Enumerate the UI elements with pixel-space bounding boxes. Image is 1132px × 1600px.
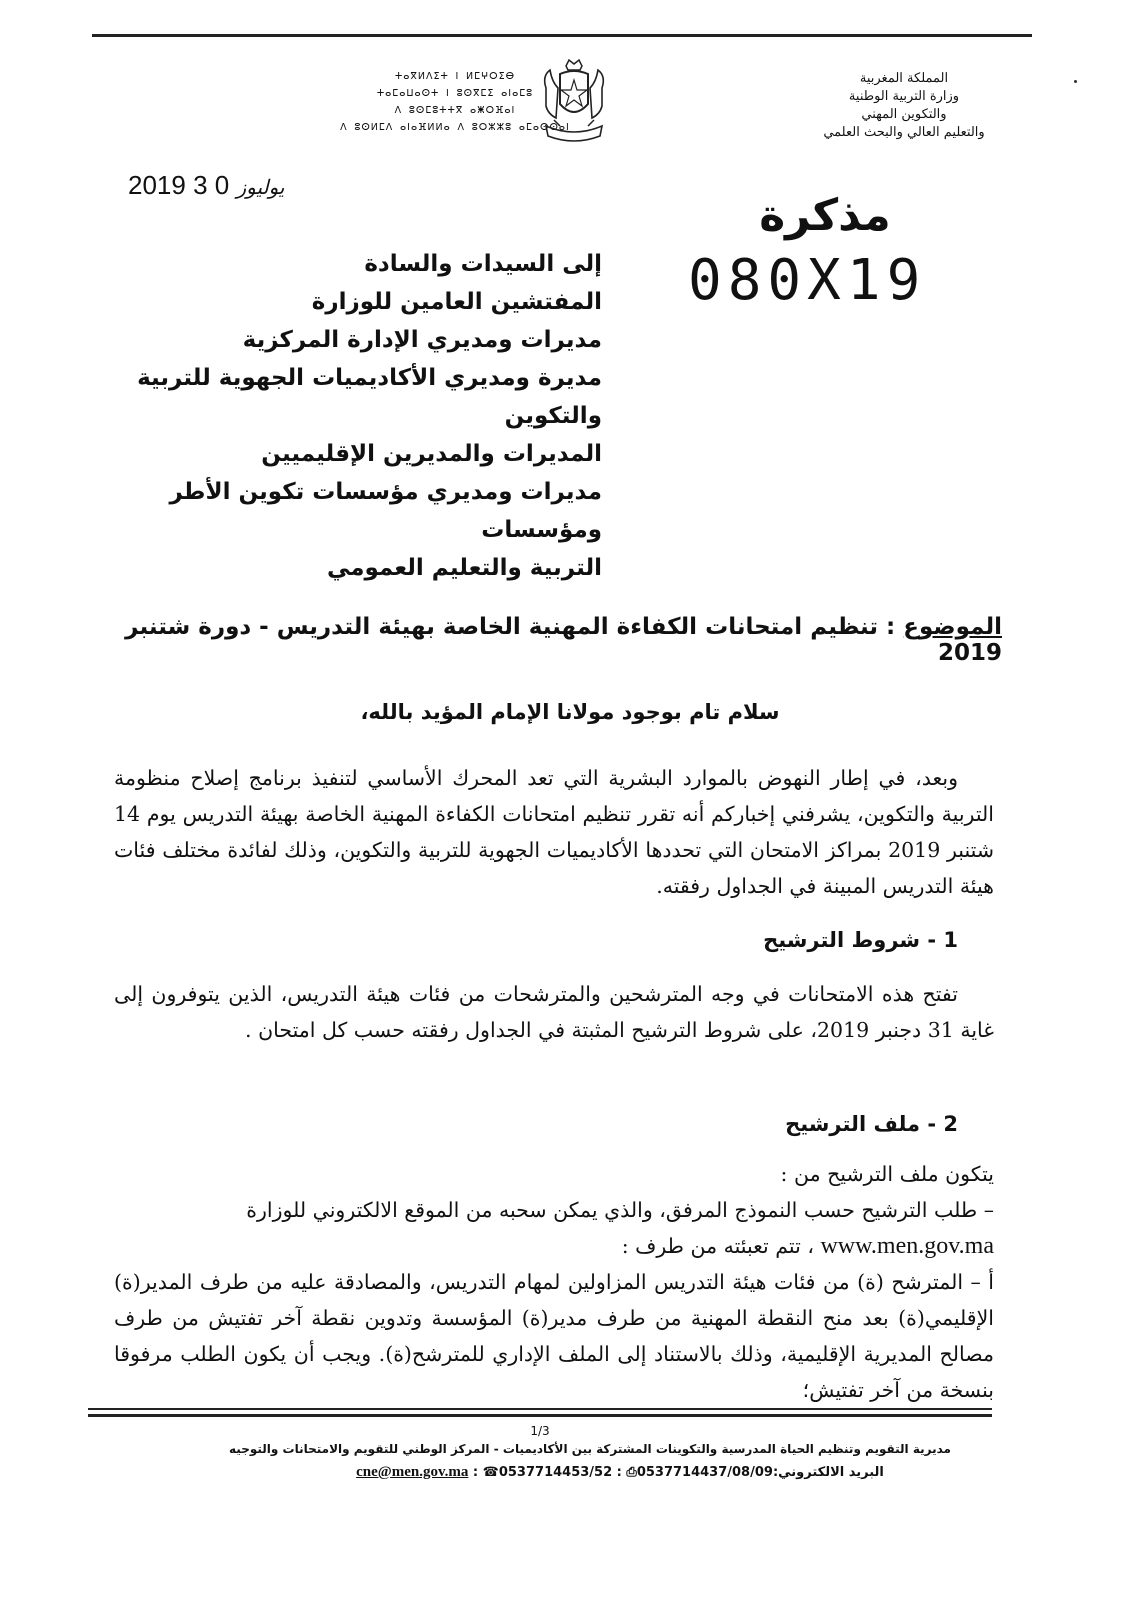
recipient-line: مديرة ومديري الأكاديميات الجهوية للتربية والتكوين: [137, 365, 602, 429]
memo-subject: [122, 614, 1002, 666]
scan-speck: [1074, 80, 1077, 83]
section-1-heading: 1 - شروط الترشيح: [763, 928, 958, 952]
telephone-icon: ☎: [482, 1465, 499, 1480]
email-link[interactable]: cne@men.gov.ma: [356, 1464, 469, 1480]
header-line: وزارة التربية الوطنية: [848, 89, 960, 104]
ministry-header-arabic: [774, 70, 1034, 142]
date-year: 2019: [128, 170, 186, 200]
email-label: البريد الالكتروني:: [772, 1465, 884, 1480]
header-line: المملكة المغربية: [859, 71, 949, 86]
header-line: ⵜⴰⴳⵍⴷⵉⵜ ⵏ ⵍⵎⵖⵔⵉⴱ: [394, 71, 516, 82]
section-1-paragraph: تفتح هذه الامتحانات في وجه المترشحين والمترشحات من فئات هيئة التدريس، الذين يتوفرون إلى غاية 31 دجنبر 2019، على شروط الترشيح المثبتة في الجداول رفقته حسب كل امتحان .: [114, 982, 994, 1042]
header-line: ⴷ ⵓⵙⵍⵎⴷ ⴰⵏⴰⴼⵍⵍⴰ ⴷ ⵓⵔⵣⵣⵓ ⴰⵎⴰⵙⵙⴰⵏ: [340, 122, 570, 133]
recipient-line: مديرات ومديري الإدارة المركزية: [242, 327, 602, 353]
separator: :: [472, 1465, 483, 1480]
header-line: والتكوين المهني: [861, 107, 947, 122]
memo-number: 080X19: [688, 248, 927, 313]
section-2-line: – طلب الترشيح حسب النموذج المرفق، والذي يمكن سحبه من الموقع الالكتروني للوزارة: [246, 1198, 994, 1222]
header-line: ⴷ ⵓⵙⵎⵓⵜⵜⴳ ⴰⵥⵔⴼⴰⵏ: [394, 105, 516, 116]
recipient-line: التربية والتعليم العمومي: [326, 555, 602, 581]
page-number: 1/3: [530, 1424, 550, 1438]
section-2-line: أ – المترشح (ة) من فئات هيئة التدريس المزاولين لمهام التدريس، والمصادقة عليه من طرف المدير(ة) الإقليمي(ة) بعد منح النقطة المهنية من طرف مدير(ة) المؤسسة وتدوين نقطة آخر تفتيش من طرف مصالح المديرية الإقليمية، وذلك بالاستناد إلى الملف الإداري للمترشح(ة). ويجب أن يكون الطلب مرفوقا بنسخة من آخر تفتيش؛: [114, 1270, 994, 1402]
date-day: 0 3: [193, 170, 230, 200]
header-line: والتعليم العالي والبحث العلمي: [823, 125, 985, 140]
recipient-line: المفتشين العامين للوزارة: [311, 289, 602, 315]
memo-date: [128, 170, 285, 201]
recipient-line: إلى السيدات والسادة: [364, 251, 602, 277]
separator: :: [616, 1465, 627, 1480]
section-2-line: يتكون ملف الترشيح من :: [780, 1162, 994, 1186]
header-line: ⵜⴰⵎⴰⵡⴰⵙⵜ ⵏ ⵓⵙⴳⵎⵉ ⴰⵏⴰⵎⵓ: [376, 88, 534, 99]
intro-paragraph: وبعد، في إطار النهوض بالموارد البشرية التي تعد المحرك الأساسي لتنفيذ برنامج إصلاح منظومة التربية والتكوين، يشرفني إخباركم أنه تقرر تنظيم امتحانات الكفاءة المهنية الخاصة بهيئة التدريس يوم 14 شتنبر 2019 بمراكز الامتحان التي تحددها الأكاديميات الجهوية للتربية والتكوين، وذلك لفائدة مختلف فئات هيئة التدريس المبينة في الجداول رفقته.: [114, 766, 995, 898]
section-2-line: [114, 1228, 994, 1264]
recipient-line: مديرات ومديري مؤسسات تكوين الأطر ومؤسسات: [169, 479, 602, 543]
royal-coat-of-arms-icon: [536, 58, 612, 148]
recipients-block: [82, 245, 602, 587]
subject-text: : تنظيم امتحانات الكفاءة المهنية الخاصة بهيئة التدريس - دورة شتنبر 2019: [125, 614, 1002, 666]
section-2-body: [114, 1156, 994, 1408]
fax-number: 0537714437/08/09: [636, 1465, 773, 1480]
date-month: يوليوز: [236, 175, 285, 199]
footer-department: مديرية التقويم وتنظيم الحياة المدرسية والتكوينات المشتركة بين الأكاديميات - المركز الوطني للتقويم والامتحانات والتوجيه: [229, 1442, 951, 1456]
footer-rule: [88, 1414, 992, 1417]
fax-icon: ⎙: [626, 1465, 637, 1480]
footer-contact: [240, 1464, 1000, 1481]
website-link[interactable]: www.men.gov.ma: [820, 1233, 994, 1259]
memo-title: مذكرة: [759, 190, 891, 241]
section-2-heading: 2 - ملف الترشيح: [785, 1112, 958, 1136]
greeting: سلام تام بوجود مولانا الإمام المؤيد بالله،: [360, 700, 780, 724]
top-rule: [92, 34, 1032, 37]
footer-rule: [88, 1408, 992, 1410]
recipient-line: المديرات والمديرين الإقليميين: [261, 441, 602, 467]
subject-label: الموضوع: [903, 614, 1002, 640]
phone-number: 0537714453/52: [498, 1465, 613, 1480]
section-2-line-tail: ، تتم تعبئته من طرف :: [621, 1234, 814, 1258]
